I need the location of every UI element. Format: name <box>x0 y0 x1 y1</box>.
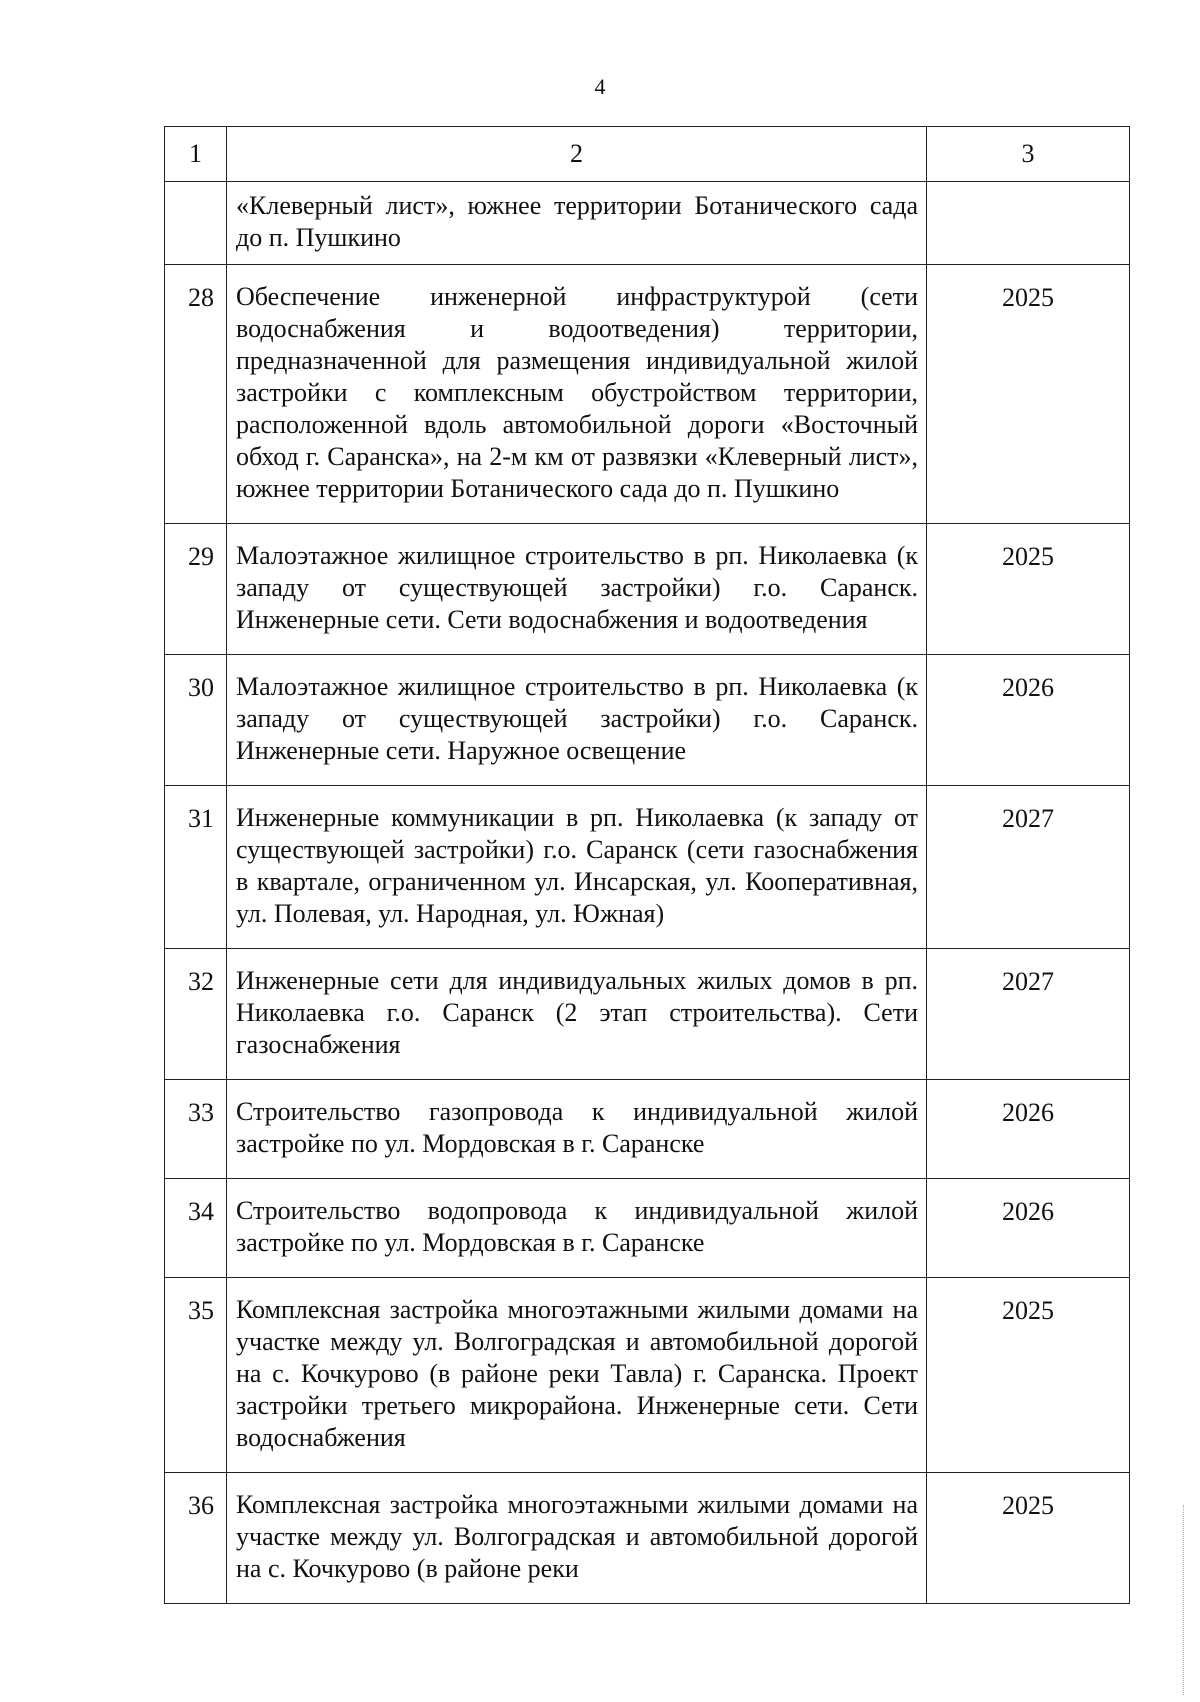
table-row <box>165 1473 1130 1604</box>
row-year: 2025 <box>927 524 1130 655</box>
row-description: Инженерные сети для индивидуальных жилых домов в рп. Николаевка г.о. Саранск (2 этап строительства). Сети газоснабжения <box>227 949 927 1080</box>
row-year: 2027 <box>927 949 1130 1080</box>
row-year-cell <box>927 182 1130 265</box>
row-description: Обеспечение инженерной инфраструктурой (сети водоснабжения и водоотведения) территории, предназначенной для размещения индивидуальной жилой застройки с комплексным обустройством территории, расположенной вдоль автомобильной дороги «Восточный обход г. Саранска», на 2-м км от развязки «Клеверный лист», южнее территории Ботанического сада до п. Пушкино <box>227 265 927 524</box>
row-description: Строительство газопровода к индивидуальной жилой застройке по ул. Мордовская в г. Саранске <box>227 1080 927 1179</box>
table-row <box>165 265 1130 524</box>
page-number: 4 <box>594 74 606 99</box>
row-year: 2027 <box>927 786 1130 949</box>
row-number: 30 <box>165 655 227 786</box>
row-number: 32 <box>165 949 227 1080</box>
row-number: 35 <box>165 1278 227 1473</box>
header-col-3: 3 <box>927 127 1130 182</box>
row-description: Строительство водопровода к индивидуальной жилой застройке по ул. Мордовская в г. Саранске <box>227 1179 927 1278</box>
row-year: 2025 <box>927 1473 1130 1604</box>
row-number: 31 <box>165 786 227 949</box>
header-col-2: 2 <box>227 127 927 182</box>
row-description: «Клеверный лист», южнее территории Ботанического сада до п. Пушкино <box>227 182 927 265</box>
scan-margin-dots <box>1183 1505 1186 1695</box>
row-description: Комплексная застройка многоэтажными жилыми домами на участке между ул. Волгоградская и автомобильной дорогой на с. Кочкурово (в районе реки <box>227 1473 927 1604</box>
table-row-continuation <box>165 182 1130 265</box>
row-description: Малоэтажное жилищное строительство в рп. Николаевка (к западу от существующей застройки) г.о. Саранск. Инженерные сети. Сети водоснабжения и водоотведения <box>227 524 927 655</box>
table-row <box>165 655 1130 786</box>
table-row <box>165 1278 1130 1473</box>
row-year: 2026 <box>927 655 1130 786</box>
table-row <box>165 524 1130 655</box>
row-number: 36 <box>165 1473 227 1604</box>
table-row <box>165 1179 1130 1278</box>
row-number: 33 <box>165 1080 227 1179</box>
table-row <box>165 786 1130 949</box>
row-year: 2026 <box>927 1080 1130 1179</box>
row-year: 2025 <box>927 1278 1130 1473</box>
row-number: 28 <box>165 265 227 524</box>
table-row <box>165 949 1130 1080</box>
projects-table <box>164 126 1130 1604</box>
row-number: 34 <box>165 1179 227 1278</box>
row-number: 29 <box>165 524 227 655</box>
table-header-row <box>165 127 1130 182</box>
row-description: Инженерные коммуникации в рп. Николаевка (к западу от существующей застройки) г.о. Саранск (сети газоснабжения в квартале, ограниченном ул. Инсарская, ул. Кооперативная, ул. Полевая, ул. Народная, ул. Южная) <box>227 786 927 949</box>
header-col-1: 1 <box>165 127 227 182</box>
row-description: Комплексная застройка многоэтажными жилыми домами на участке между ул. Волгоградская и автомобильной дорогой на с. Кочкурово (в районе реки Тавла) г. Саранска. Проект застройки третьего микрорайона. Инженерные сети. Сети водоснабжения <box>227 1278 927 1473</box>
row-description: Малоэтажное жилищное строительство в рп. Николаевка (к западу от существующей застройки) г.о. Саранск. Инженерные сети. Наружное освещение <box>227 655 927 786</box>
row-number-cell <box>165 182 227 265</box>
table-row <box>165 1080 1130 1179</box>
row-year: 2026 <box>927 1179 1130 1278</box>
row-year: 2025 <box>927 265 1130 524</box>
